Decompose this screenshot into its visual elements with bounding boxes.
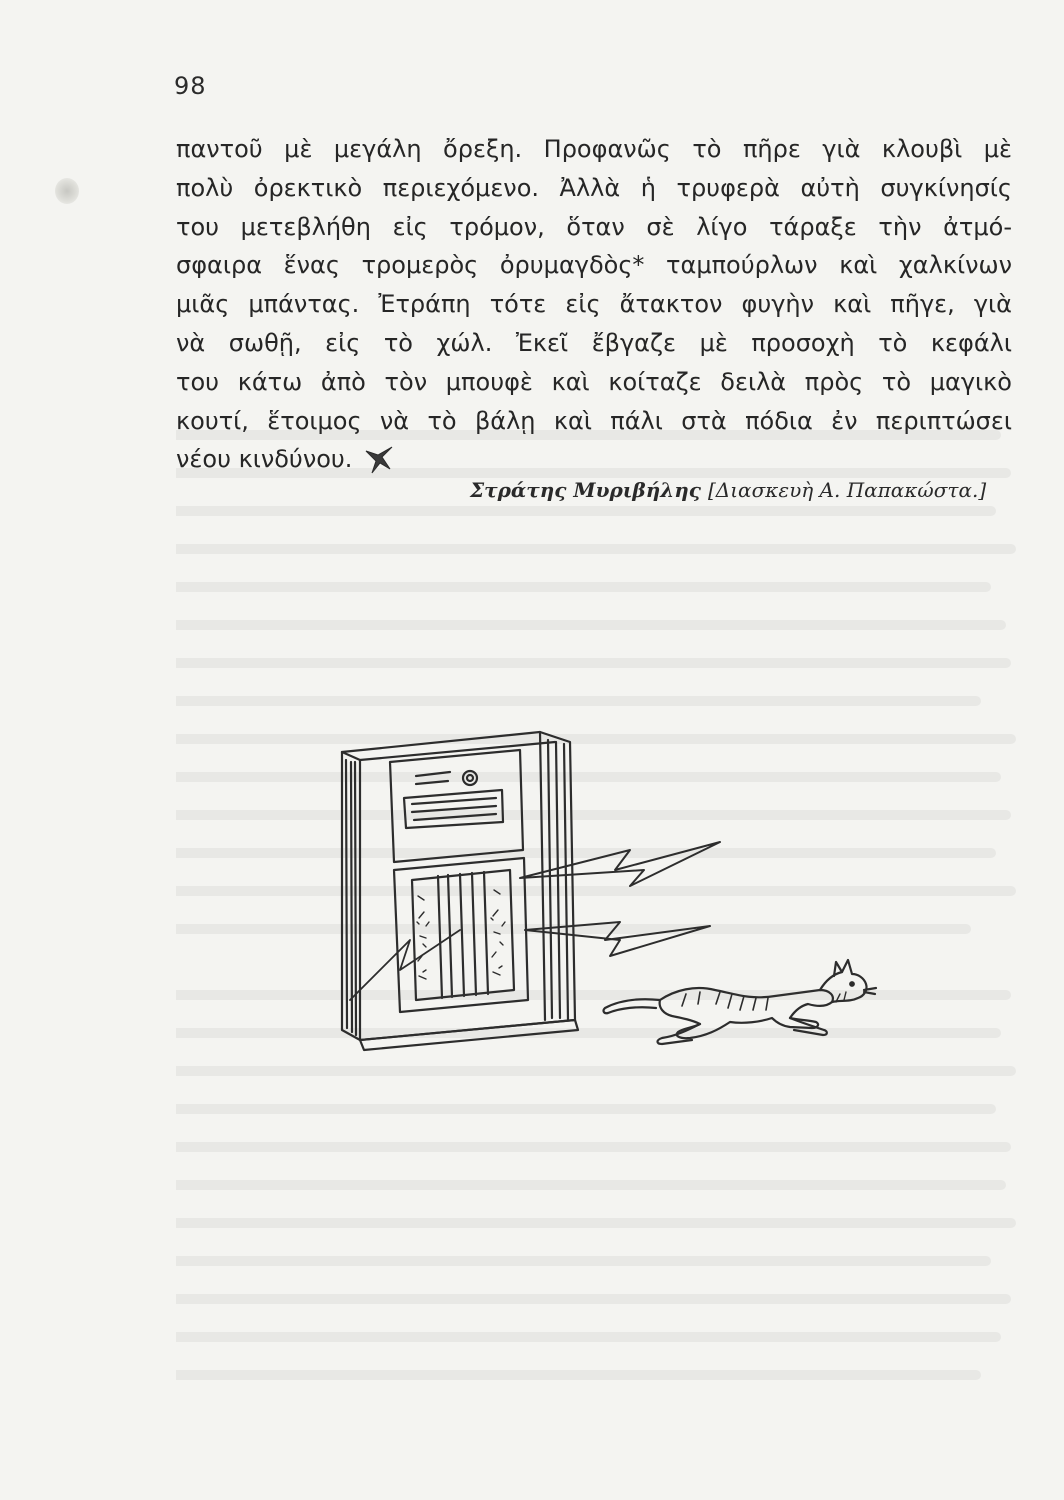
- text-line: του κάτω ἀπὸ τὸν μπουφὲ καὶ κοίταζε δειλὰ πρὸς τὸ μαγικὸ: [176, 367, 1012, 396]
- body-text: [176, 130, 1012, 479]
- text-line: νὰ σωθῇ, εἰς τὸ χώλ. Ἐκεῖ ἔβγαζε μὲ προσοχὴ τὸ κεφάλι: [176, 328, 1012, 357]
- paper-smudge: [55, 178, 79, 204]
- signature-author: Στράτης Μυριβήλης: [470, 478, 701, 502]
- text-line: μιᾶς μπάντας. Ἐτράπη τότε εἰς ἄτακτον φυγὴν καὶ πῆγε, γιὰ: [176, 290, 1012, 319]
- page-number: 98: [174, 72, 207, 100]
- end-ornament-icon: [362, 443, 396, 477]
- text-line: σφαιρα ἕνας τρομερὸς ὀρυμαγδὸς* ταμπούρλων καὶ χαλκίνων: [176, 251, 1012, 280]
- text-line: νέου κινδύνου.: [176, 445, 353, 474]
- signature-adaptation: [Διασκευὴ Α. Παπακώστα.]: [707, 478, 987, 502]
- text-line: κουτί, ἕτοιμος νὰ τὸ βάλῃ καὶ πάλι στὰ πόδια ἐν περιπτώσει: [176, 406, 1012, 435]
- text-line: του μετεβλήθη εἰς τρόμον, ὅταν σὲ λίγο τάραξε τὴν ἀτμό-: [176, 212, 1012, 241]
- signature: [470, 478, 986, 502]
- radio-and-cat-illustration: [320, 700, 880, 1060]
- text-line: παντοῦ μὲ μεγάλη ὄρεξη. Προφανῶς τὸ πῆρε γιὰ κλουβὶ μὲ: [176, 135, 1012, 163]
- text-line: πολὺ ὀρεκτικὸ περιεχόμενο. Ἀλλὰ ἡ τρυφερὰ αὐτὴ συγκίνησίς: [176, 173, 1012, 202]
